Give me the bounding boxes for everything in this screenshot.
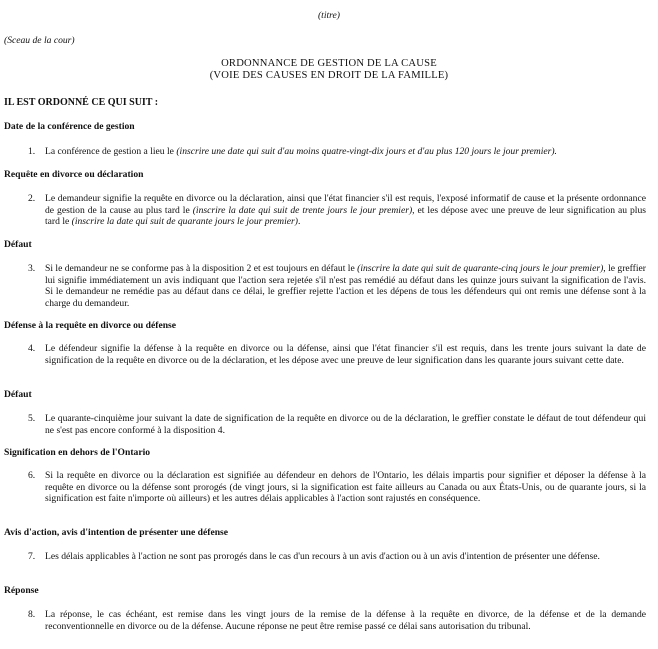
paragraph-text: Si le demandeur ne se conforme pas à la disposition 2 et est toujours en défaut le (inscrire la date qui suit de quarante-cinq jours le jour premier), le greffier lui signifie immédiatement un avis indiquant que l'action sera rejetée s'il n'est pas remédié au défaut dans les quinze jours suivant la signification de l'avis. Si le demandeur ne remédie pas au défaut dans ce délai, le greffier rejette l'action et les dépens de tous les défendeurs qui ont remis une défense sont à la charge du demandeur. <box>45 263 646 309</box>
section-heading: Signification en dehors de l'Ontario <box>4 447 151 458</box>
order-title-line-2: (VOIE DES CAUSES EN DROIT DE LA FAMILLE) <box>209 69 449 81</box>
order-title-line-1: ORDONNANCE DE GESTION DE LA CAUSE <box>221 58 437 69</box>
section-heading: Réponse <box>4 585 39 596</box>
paragraph-text: La conférence de gestion a lieu le (inscrire une date qui suit d'au moins quatre-vingt-dix jours et d'au plus 120 jours le jour premier). <box>45 146 557 157</box>
paragraph <box>4 609 646 632</box>
section-heading: Avis d'action, avis d'intention de présenter une défense <box>4 527 229 538</box>
section-heading: Défaut <box>4 389 32 400</box>
paragraph-text: Le quarante-cinquième jour suivant la date de signification de la requête en divorce ou de la déclaration, le greffier constate le défaut de tout défendeur qui ne s'est pas encore conformé à la disposition 4. <box>45 413 646 436</box>
paragraph-number: 4. <box>28 343 36 354</box>
paragraph-text: Si la requête en divorce ou la déclaration est signifiée au défendeur en dehors de l'Ontario, les délais impartis pour signifier et déposer la défense à la requête en divorce ou la défense sont prorogés (de vingt jours, si la signification est faite ailleurs au Canada ou aux États-Unis, ou de quarante jours, si la signification est faite n'importe où ailleurs) et les autres délais applicables à l'action sont rajustés en conséquence. <box>45 470 646 505</box>
paragraph <box>4 263 646 309</box>
paragraph-text: Le défendeur signifie la défense à la requête en divorce ou la défense, ainsi que l'état financier s'il est requis, dans les trente jours suivant la date de signification de la requête en divorce ou de la déclaration, et les dépose avec une preuve de leur signification dans les quarante jours suivant cette date. <box>45 343 646 366</box>
paragraph-number: 3. <box>28 263 36 274</box>
section-heading: Date de la conférence de gestion <box>4 121 135 132</box>
paragraph-text: La réponse, le cas échéant, est remise dans les vingt jours de la remise de la défense à la requête en divorce, de la défense et de la demande reconventionnelle en divorce ou de la défense. Aucune réponse ne peut être remise passé ce délai sans autorisation du tribunal. <box>45 609 646 632</box>
paragraph-text: Les délais applicables à l'action ne sont pas prorogés dans le cas d'un recours à un avis d'action ou à un avis d'intention de présenter une défense. <box>45 551 600 562</box>
ordered-heading: IL EST ORDONNÉ CE QUI SUIT : <box>4 97 159 108</box>
paragraph <box>4 146 646 158</box>
paragraph-text: Le demandeur signifie la requête en divorce ou la déclaration, ainsi que l'état financier s'il est requis, l'exposé informatif de cause et la présente ordonnance de gestion de la cause au plus tard le (inscrire la date qui suit de trente jours le jour premier), et les dépose avec une preuve de leur signification au plus tard le (inscrire la date qui suit de quarante jours le jour premier). <box>45 193 646 228</box>
paragraph-number: 8. <box>28 609 36 620</box>
court-seal-label: (Sceau de la cour) <box>4 35 75 46</box>
order-title <box>0 58 658 82</box>
paragraph <box>4 551 646 563</box>
paragraph <box>4 193 646 228</box>
paragraph <box>4 343 646 366</box>
title-placeholder: (titre) <box>317 10 341 21</box>
paragraph <box>4 470 646 505</box>
section-heading: Défaut <box>4 239 32 250</box>
section-heading: Défense à la requête en divorce ou défense <box>4 320 177 331</box>
paragraph-number: 2. <box>28 193 36 204</box>
paragraph-number: 6. <box>28 470 36 481</box>
paragraph <box>4 413 646 436</box>
paragraph-number: 7. <box>28 551 36 562</box>
paragraph-number: 1. <box>28 146 36 157</box>
paragraph-number: 5. <box>28 413 36 424</box>
section-heading: Requête en divorce ou déclaration <box>4 169 144 180</box>
